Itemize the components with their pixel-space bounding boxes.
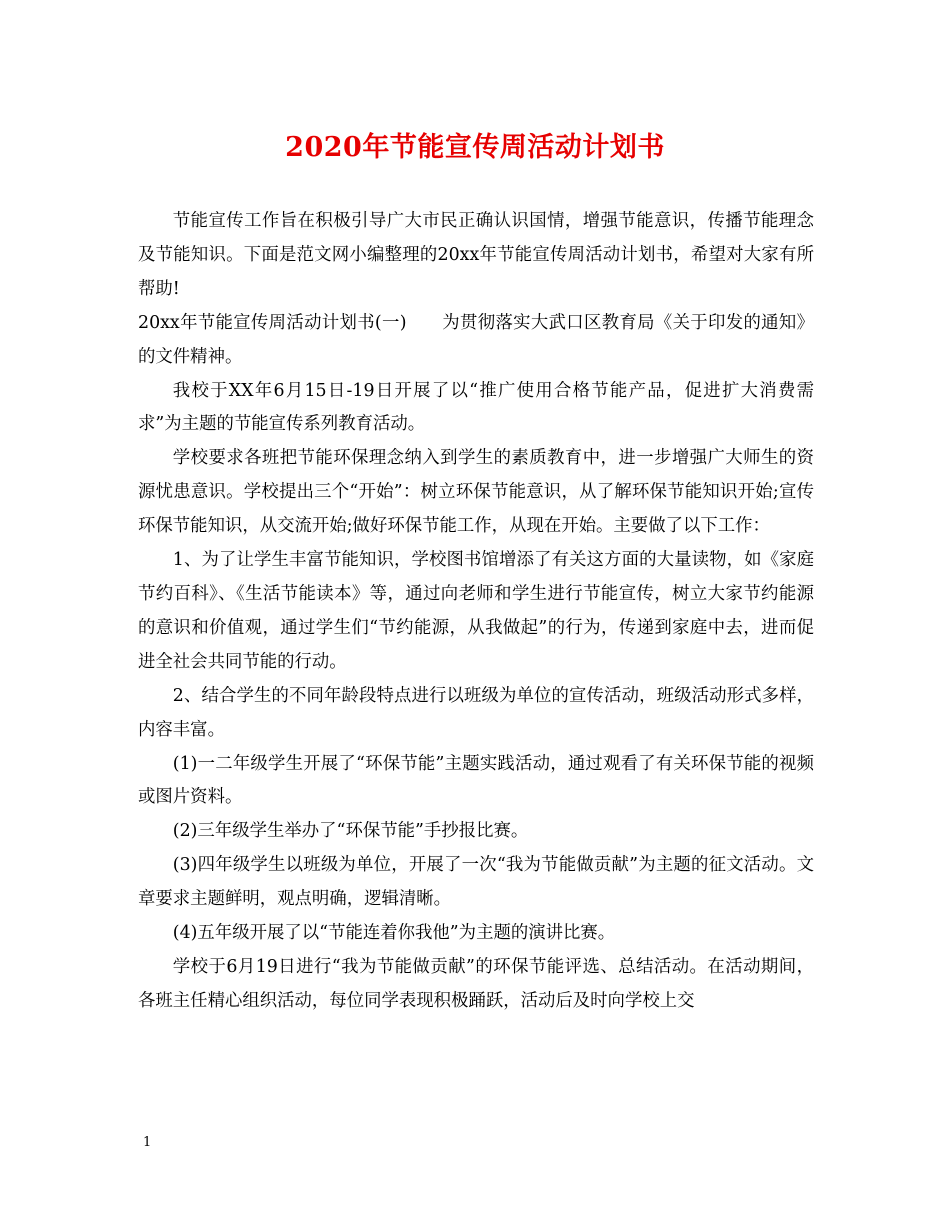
paragraph-subitem-4: (4)五年级开展了以“节能连着你我他”为主题的演讲比赛。 [172, 923, 616, 944]
paragraph-item-1: 1、为了让学生丰富节能知识，学校图书馆增添了有关这方面的大量读物，如《家庭节约百科》、《生活节能读本》等，通过向老师和学生进行节能宣传，树立大家节约能源的意识和价值观，通过学生们“节约能源，从我做起”的行为，传递到家庭中去，进而促进全社会共同节能的行动。 [138, 550, 814, 672]
document-body [138, 205, 814, 1019]
paragraph-subitem-1: (1)一二年级学生开展了“环保节能”主题实践活动，通过观看了有关环保节能的视频或图片资料。 [138, 753, 814, 808]
paragraph-plan-heading: 20xx年节能宣传周活动计划书(一) 为贯彻落实大武口区教育局《关于印发的通知》的文件精神。 [138, 312, 814, 367]
paragraph-item-2: 2、结合学生的不同年龄段特点进行以班级为单位的宣传活动，班级活动形式多样，内容丰富。 [138, 685, 814, 740]
paragraph-intro: 节能宣传工作旨在积极引导广大市民正确认识国情，增强节能意识，传播节能理念及节能知识。下面是范文网小编整理的20xx年节能宣传周活动计划书，希望对大家有所帮助! [138, 211, 814, 299]
paragraph-school-activity: 我校于XX年6月15日-19日开展了以“推广使用合格节能产品，促进扩大消费需求”为主题的节能宣传系列教育活动。 [138, 380, 814, 435]
paragraph-subitem-2: (2)三年级学生举办了“环保节能”手抄报比赛。 [172, 821, 529, 842]
paragraph-school-requirements: 学校要求各班把节能环保理念纳入到学生的素质教育中，进一步增强广大师生的资源忧患意识。学校提出三个“开始”：树立环保节能意识，从了解环保节能知识开始;宣传环保节能知识，从交流开始;做好环保节能工作，从现在开始。主要做了以下工作： [138, 448, 814, 537]
paragraph-summary: 学校于6月19日进行“我为节能做贡献”的环保节能评选、总结活动。在活动期间，各班主任精心组织活动，每位同学表现积极踊跃，活动后及时向学校上交 [138, 956, 814, 1011]
page-number: 1 [143, 1135, 152, 1150]
document-title: 2020年节能宣传周活动计划书 [285, 132, 665, 163]
paragraph-subitem-3: (3)四年级学生以班级为单位，开展了一次“我为节能做贡献”为主题的征文活动。文章要求主题鲜明，观点明确，逻辑清晰。 [138, 855, 814, 910]
